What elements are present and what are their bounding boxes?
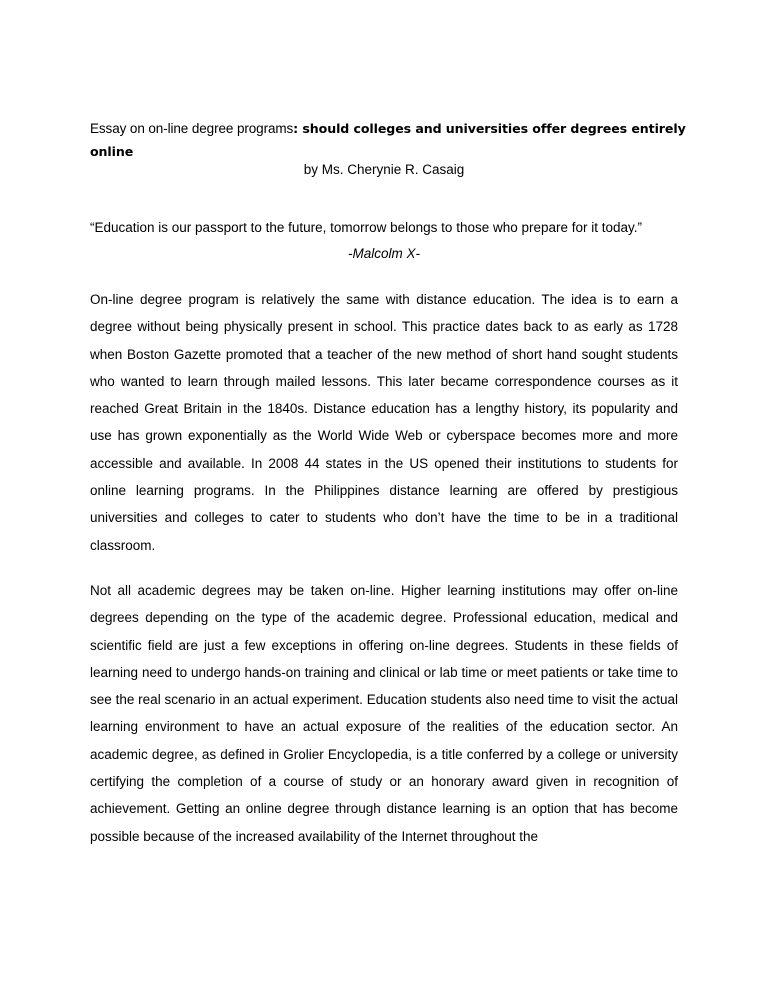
- epigraph-author: -Malcolm X-: [347, 246, 420, 261]
- essay-title-question: : should colleges and universities offer degrees entirely online: [90, 121, 686, 159]
- essay-title-main: Essay on on-line degree programs: [90, 121, 294, 136]
- epigraph-quote: “Education is our passport to the future, tomorrow belongs to those who prepare for it today.”: [90, 220, 643, 235]
- essay-title: [90, 117, 690, 163]
- body-paragraph: On-line degree program is relatively the same with distance education. The idea is to earn a degree without being physically present in school. This practice dates back to as early as 1728 when Boston Gazette promoted that a teacher of the new method of short hand sought students who wanted to learn through mailed lessons. This later became correspondence courses as it reached Great Britain in the 1840s. Distance education has a lengthy history, its popularity and use has grown exponentially as the World Wide Web or cyberspace becomes more and more accessible and available. In 2008 44 states in the US opened their institutions to students for online learning programs. In the Philippines distance learning are offered by prestigious universities and colleges to cater to students who don’t have the time to be in a traditional classroom.: [90, 292, 678, 553]
- body-paragraph: Not all academic degrees may be taken on-line. Higher learning institutions may offer on-line degrees depending on the type of the academic degree. Professional education, medical and scientific field are just a few exceptions in offering on-line degrees. Students in these fields of learning need to undergo hands-on training and clinical or lab time or meet patients or take time to see the real scenario in an actual experiment. Education students also need time to visit the actual learning environment to have an actual exposure of the realities of the education sector. An academic degree, as defined in Grolier Encyclopedia, is a title conferred by a college or university certifying the completion of a course of study or an honorary award given in recognition of achievement. Getting an online degree through distance learning is an option that has become possible because of the increased availability of the Internet throughout the: [90, 583, 678, 844]
- author-byline: by Ms. Cherynie R. Casaig: [303, 162, 465, 177]
